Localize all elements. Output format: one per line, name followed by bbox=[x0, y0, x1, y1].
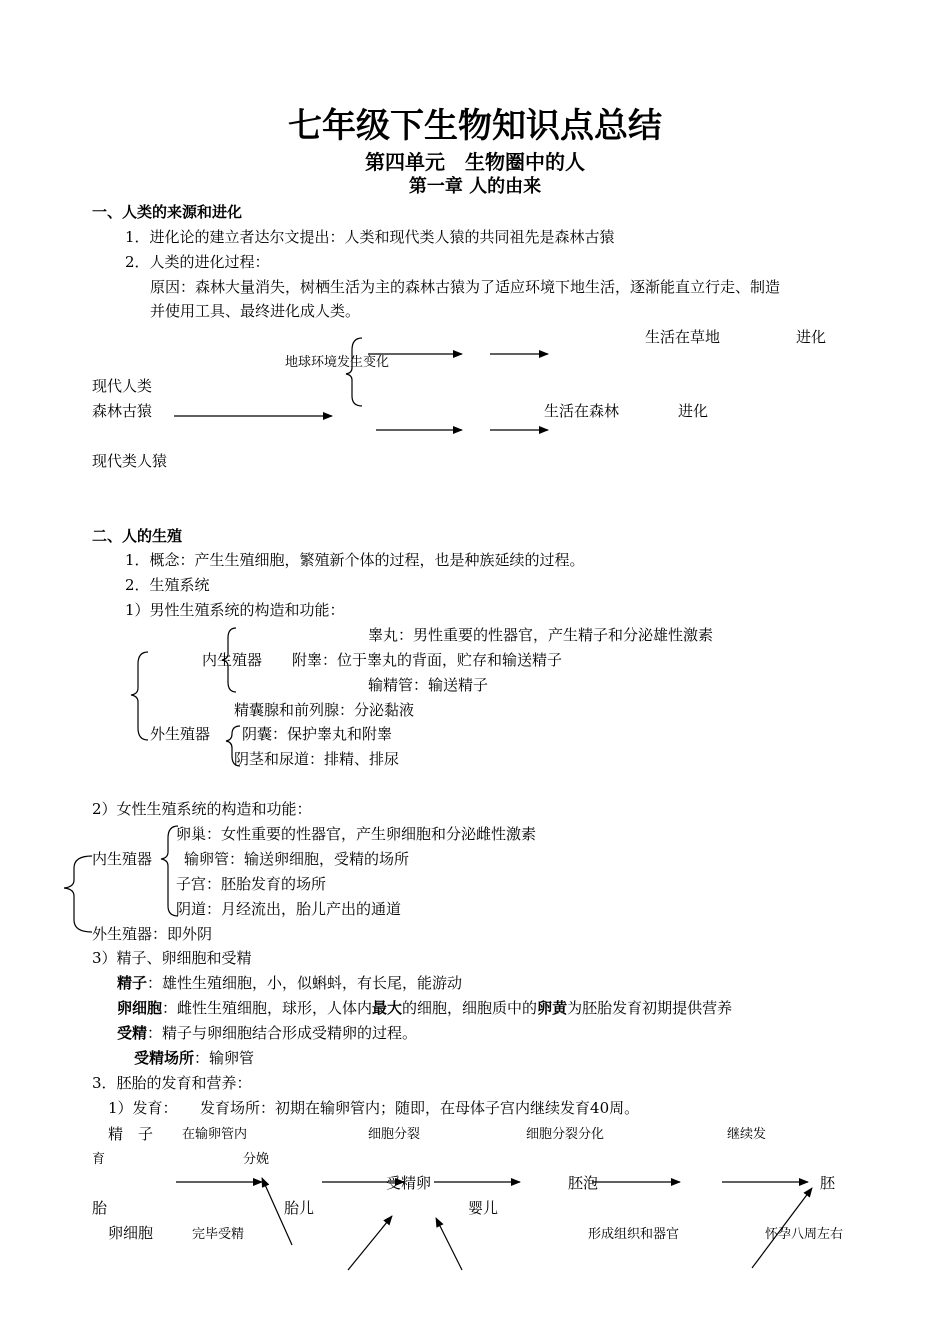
fert-site-desc: ：输卵管 bbox=[194, 1049, 255, 1067]
fert-line bbox=[117, 1024, 417, 1042]
fert-term: 受精 bbox=[117, 1024, 148, 1042]
male-testis: 睾丸：男性重要的性器官，产生精子和分泌雄性激素 bbox=[368, 626, 714, 644]
chapter-title: 第一章 人的由来 bbox=[408, 176, 542, 197]
egg-desc-3: 为胚胎发育初期提供营养 bbox=[567, 999, 733, 1017]
egg-desc-2: 的细胞，细胞质中的 bbox=[402, 999, 538, 1017]
flow-division-diff: 细胞分裂分化 bbox=[526, 1127, 605, 1142]
arrow-diag-3 bbox=[436, 1218, 462, 1270]
s2-para-2: 2．生殖系统 bbox=[125, 576, 210, 594]
female-ovary: 卵巢：女性重要的性器官，产生卵细胞和分泌雌性激素 bbox=[176, 825, 537, 843]
flow-in-oviduct: 在输卵管内 bbox=[182, 1127, 248, 1142]
label-modern-ape: 现代类人猿 bbox=[92, 452, 168, 470]
male-heading: 1）男性生殖系统的构造和功能： bbox=[125, 601, 345, 619]
section-2-heading: 二、人的生殖 bbox=[92, 527, 183, 545]
female-heading: 2）女性生殖系统的构造和功能： bbox=[92, 800, 312, 818]
sperm-desc: ：雄性生殖细胞，小，似蝌蚪，有长尾，能游动 bbox=[147, 974, 463, 992]
embryo-dev: 1）发育： 发育场所：初期在输卵管内；随即，在母体子宫内继续发育40周。 bbox=[108, 1099, 640, 1117]
brace-female-outer bbox=[64, 856, 92, 932]
female-external: 外生殖器：即外阴 bbox=[92, 925, 213, 943]
flow-cell-division: 细胞分裂 bbox=[368, 1127, 421, 1142]
flow-baby: 婴儿 bbox=[468, 1199, 499, 1217]
egg-desc-1: ：雌性生殖细胞，球形，人体内 bbox=[162, 999, 373, 1017]
flow-eight-weeks: 怀孕八周左右 bbox=[765, 1227, 844, 1242]
flow-organs: 形成组织和器官 bbox=[588, 1227, 680, 1242]
s1-para-2: 2．人类的进化过程： bbox=[125, 253, 270, 271]
flow-zygote: 受精卵 bbox=[386, 1174, 432, 1192]
arrow-diag-2 bbox=[348, 1216, 392, 1270]
section-1-heading: 一、人类的来源和进化 bbox=[92, 203, 243, 221]
female-internal: 内生殖器 bbox=[92, 850, 153, 868]
embryo-heading: 3．胚胎的发育和营养： bbox=[92, 1074, 252, 1092]
label-modern-human: 现代人类 bbox=[92, 377, 153, 395]
s1-para-4: 并使用工具、最终进化成人类。 bbox=[150, 302, 361, 320]
unit-title: 第四单元 生物圈中的人 bbox=[365, 150, 585, 174]
label-evolve-1: 进化 bbox=[796, 328, 827, 346]
label-forest-life: 生活在森林 bbox=[544, 402, 620, 420]
flow-egg: 卵细胞 bbox=[108, 1224, 154, 1242]
s2-para-1: 1．概念：产生生殖细胞，繁殖新个体的过程，也是种族延续的过程。 bbox=[125, 551, 585, 569]
flow-tai: 胎 bbox=[92, 1199, 108, 1217]
cells-heading: 3）精子、卵细胞和受精 bbox=[92, 949, 252, 967]
male-external: 外生殖器 bbox=[150, 725, 211, 743]
egg-bold-2: 卵黄 bbox=[537, 999, 568, 1017]
male-penis: 阴茎和尿道：排精、排尿 bbox=[234, 750, 400, 768]
flow-yu: 育 bbox=[92, 1152, 106, 1167]
flow-fert-done: 完毕受精 bbox=[192, 1227, 245, 1242]
label-evolve-2: 进化 bbox=[678, 402, 709, 420]
egg-line bbox=[117, 999, 732, 1017]
flow-blastocyst: 胚泡 bbox=[568, 1174, 599, 1192]
sperm-line bbox=[117, 974, 462, 992]
female-vagina: 阴道：月经流出，胎儿产出的通道 bbox=[176, 900, 402, 918]
label-env-change: 地球环境发生变化 bbox=[285, 355, 390, 370]
flow-embryo: 胚 bbox=[820, 1174, 836, 1192]
egg-term: 卵细胞 bbox=[117, 999, 163, 1017]
fert-site-line bbox=[134, 1049, 254, 1067]
fert-desc: ：精子与卵细胞结合形成受精卵的过程。 bbox=[147, 1024, 418, 1042]
flow-birth: 分娩 bbox=[243, 1152, 270, 1167]
page-title: 七年级下生物知识点总结 bbox=[288, 106, 662, 146]
male-scrotum: 阴囊：保护睾丸和附睾 bbox=[242, 725, 393, 743]
egg-bold-1: 最大 bbox=[372, 999, 403, 1017]
flow-sperm: 精 子 bbox=[108, 1125, 154, 1143]
s1-para-1: 1．进化论的建立者达尔文提出：人类和现代类人猿的共同祖先是森林古猿 bbox=[125, 228, 615, 246]
female-uterus: 子宫：胚胎发育的场所 bbox=[176, 875, 327, 893]
female-oviduct: 输卵管：输送卵细胞，受精的场所 bbox=[184, 850, 410, 868]
label-forest-ape: 森林古猿 bbox=[92, 402, 153, 420]
brace-male-outer bbox=[131, 652, 148, 740]
male-vas: 输精管：输送精子 bbox=[368, 676, 489, 694]
flow-continue: 继续发 bbox=[727, 1127, 767, 1142]
male-internal: 内生殖器 bbox=[202, 651, 263, 669]
s1-para-3: 原因：森林大量消失，树栖生活为主的森林古猿为了适应环境下地生活，逐渐能直立行走、制造 bbox=[150, 278, 781, 296]
brace-environment bbox=[346, 338, 362, 406]
fert-site-term: 受精场所 bbox=[134, 1049, 195, 1067]
flow-fetus: 胎儿 bbox=[284, 1199, 315, 1217]
male-epididymis: 附睾：位于睾丸的背面，贮存和输送精子 bbox=[292, 651, 563, 669]
label-grass-life: 生活在草地 bbox=[645, 328, 721, 346]
male-glands: 精囊腺和前列腺：分泌黏液 bbox=[234, 701, 415, 719]
sperm-term: 精子 bbox=[117, 974, 148, 992]
